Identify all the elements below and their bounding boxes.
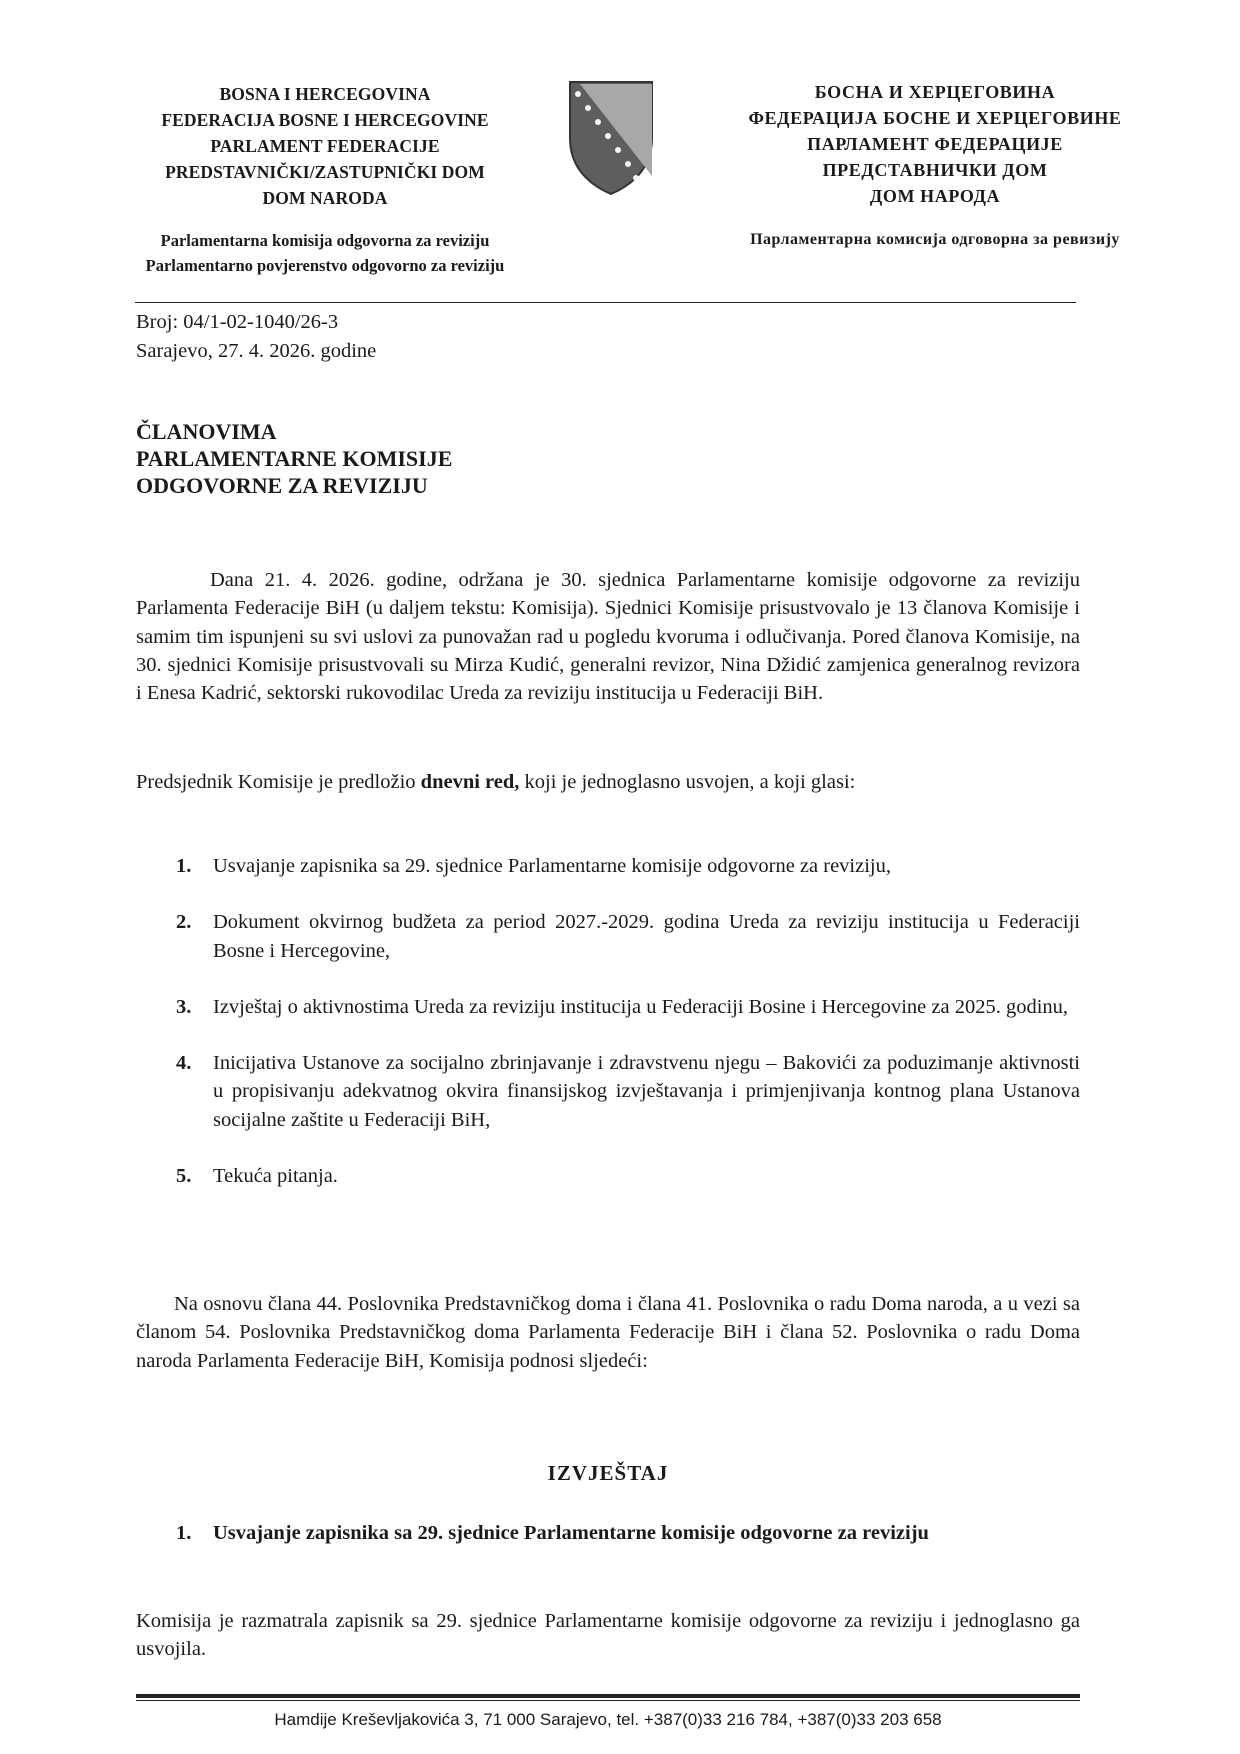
agenda-intro-bold: dnevni red, [420, 771, 520, 793]
agenda-item-number: 1. [176, 855, 192, 877]
agenda-item [136, 993, 1080, 1021]
agenda-item [136, 852, 1080, 880]
header-divider [135, 302, 1076, 303]
footer-divider [136, 1694, 1080, 1698]
agenda-list [136, 852, 1080, 1190]
agenda-item [136, 1162, 1080, 1190]
commission-line: Parlamentarno povjerenstvo odgovorno za reviziju [145, 256, 505, 275]
header-line: DOM NARODA [262, 188, 388, 208]
header-line: BOSNA I HERCEGOVINA [219, 84, 431, 104]
legal-basis-paragraph: Na osnovu člana 44. Poslovnika Predstavničkog doma i člana 41. Poslovnika o radu Doma naroda, a u vezi sa članom 54. Poslovnika Predstavničkog doma Parlamenta Federacije BiH i člana 52. Poslovnika o radu Doma naroda Parlamenta Federacije BiH, Komisija podnosi sljedeći: [136, 1293, 1080, 1372]
report-title: IZVJEŠTAJ [547, 1461, 669, 1485]
agenda-item-text: Usvajanje zapisnika sa 29. sjednice Parlamentarne komisije odgovorne za reviziju, [213, 855, 891, 877]
header-line: FEDERACIJA BOSNE I HERCEGOVINE [161, 110, 489, 130]
agenda-item-number: 4. [176, 1052, 192, 1075]
reference-number: Broj: 04/1-02-1040/26-3 [136, 311, 339, 333]
footer-address: Hamdije Kreševljakovića 3, 71 000 Sarajevo, tel. +387(0)33 216 784, +387(0)33 203 658 [274, 1710, 942, 1729]
section-title: Usvajanje zapisnika sa 29. sjednice Parlamentarne komisije odgovorne za reviziju [213, 1522, 929, 1544]
header-line: БОСНА И ХЕРЦЕГОВИНА [814, 82, 1056, 102]
place-date: Sarajevo, 27. 4. 2026. godine [136, 340, 377, 362]
section-number: 1. [176, 1522, 192, 1544]
header-institution-latin [95, 81, 555, 211]
header-line: ПРЕДСТАВНИЧКИ ДОМ [822, 160, 1048, 180]
section-heading [136, 1520, 1080, 1547]
agenda-item-number: 3. [176, 995, 192, 1018]
addressee-line: PARLAMENTARNE KOMISIJE [136, 446, 453, 471]
header-line: ДОМ НАРОДА [869, 186, 1001, 206]
section-body: Komisija je razmatrala zapisnik sa 29. sjednice Parlamentarne komisije odgovorne za reviziju i jednoglasno ga usvojila. [136, 1610, 1080, 1661]
addressee-line: ODGOVORNE ZA REVIZIJU [136, 473, 428, 498]
agenda-item-text: Inicijativa Ustanove za socijalno zbrinjavanje i zdravstvenu njegu – Bakovići za poduzimanje aktivnosti u propisivanju adekvatnog okvira finansijskog izvještavanja i primjenjivanja kontnog plana Ustanova socijalne zaštite u Federaciji BiH, [213, 1052, 1080, 1131]
agenda-item [136, 1049, 1080, 1134]
addressee [136, 418, 452, 499]
agenda-intro-text: Predsjednik Komisije je predložio [136, 771, 421, 793]
agenda-intro-text: koji je jednoglasno usvojen, a koji glasi: [519, 771, 856, 793]
document-meta [136, 308, 376, 366]
header-line: PARLAMENT FEDERACIJE [210, 136, 440, 156]
intro-paragraph: Dana 21. 4. 2026. godine, održana je 30. sjednica Parlamentarne komisije odgovorne za reviziju Parlamenta Federacije BiH (u daljem tekstu: Komisija). Sjednici Komisije prisustvovalo je 13 članova Komisije i samim tim ispunjeni su svi uslovi za punovažan rad u pogledu kvoruma i odlučivanja. Pored članova Komisije, na 30. sjednici Komisije prisustvovali su Mirza Kudić, generalni revizor, Nina Džidić zamjenica generalnog revizora i Enesa Kadrić, sektorski rukovodilac Ureda za reviziju institucija u Federaciji BiH. [136, 569, 1080, 705]
agenda-item-number: 2. [176, 911, 192, 934]
agenda-item-text: Tekuća pitanja. [213, 1165, 338, 1188]
agenda-item-text: Izvještaj o aktivnostima Ureda za reviziju institucija u Federaciji Bosine i Hercegovine za 2025. godinu, [213, 995, 1069, 1018]
coat-of-arms-icon [568, 80, 654, 196]
header-line: ФЕДЕРАЦИЈА БОСНЕ И ХЕРЦЕГОВИНЕ [748, 108, 1122, 128]
header-line: PREDSTAVNIČKI/ZASTUPNIČKI DOM [165, 162, 485, 182]
footer-divider-thin [136, 1700, 1080, 1701]
agenda-item-text: Dokument okvirnog budžeta za period 2027.-2029. godina Ureda za reviziju institucija u Federaciji Bosne i Hercegovine, [213, 911, 1080, 962]
header-line: ПАРЛАМЕНТ ФЕДЕРАЦИЈЕ [807, 134, 1063, 154]
commission-name-latin [80, 228, 570, 278]
addressee-line: ČLANOVIMA [136, 419, 277, 444]
commission-name-cyrillic: Парламентарна комисија одговорна за ревизију [750, 231, 1120, 248]
agenda-item [136, 908, 1080, 965]
header-institution-cyrillic [700, 79, 1170, 209]
commission-line: Parlamentarna komisija odgovorna za reviziju [160, 231, 490, 250]
agenda-intro [136, 768, 1080, 796]
agenda-item-number: 5. [176, 1165, 192, 1188]
